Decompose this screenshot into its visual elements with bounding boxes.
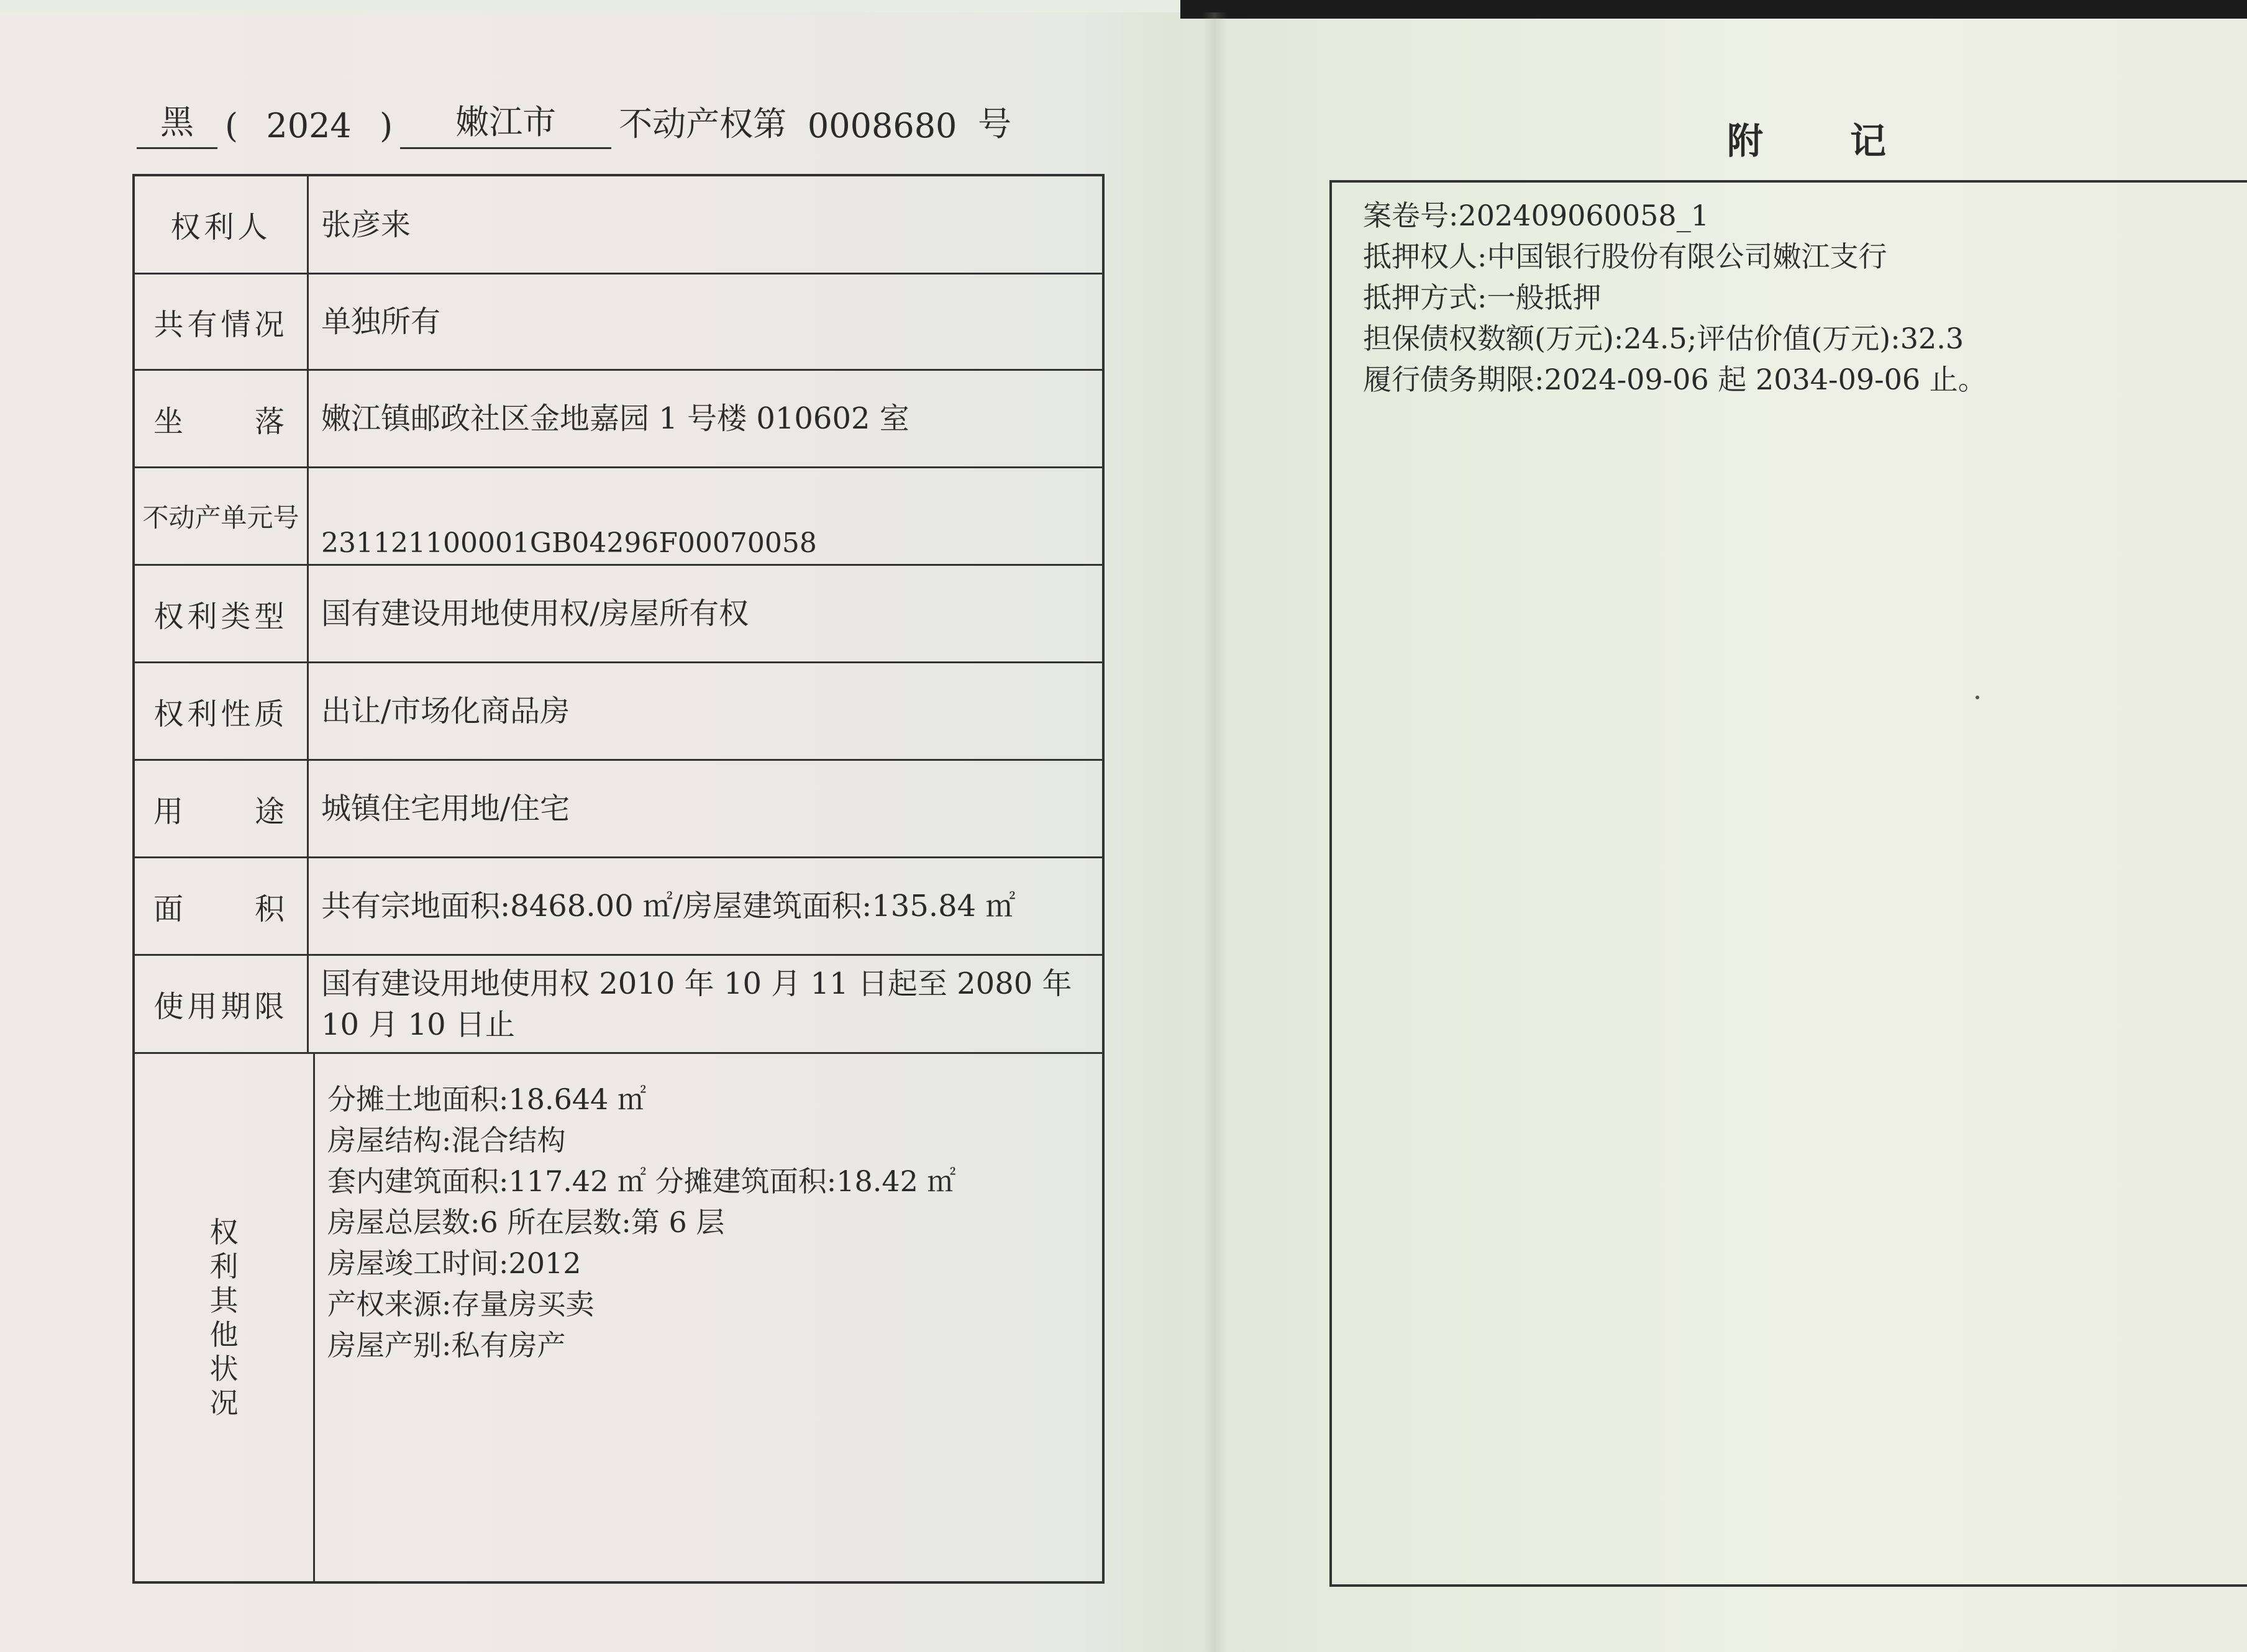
certificate-number-line bbox=[137, 99, 1019, 149]
row-usage bbox=[135, 761, 1102, 858]
location-label-b: 落 bbox=[254, 404, 288, 439]
annex-line: 案卷号:202409060058_1 bbox=[1363, 199, 1709, 232]
other-conditions-label bbox=[135, 1054, 315, 1581]
location-label bbox=[135, 371, 309, 466]
co-ownership-label: 共有情况 bbox=[135, 275, 309, 369]
annex-line: 履行债务期限:2024-09-06 起 2034-09-06 止。 bbox=[1363, 363, 1987, 396]
right-type-value: 国有建设用地使用权/房屋所有权 bbox=[321, 596, 749, 631]
background-shadow bbox=[1180, 0, 2247, 19]
area-label bbox=[135, 858, 309, 954]
rights-table bbox=[132, 174, 1105, 1584]
usage-label bbox=[135, 761, 309, 856]
row-unit-number bbox=[135, 468, 1102, 566]
right-nature-label: 权利性质 bbox=[135, 663, 309, 759]
unit-number-label: 不动产单元号 bbox=[135, 468, 309, 564]
cert-suffix: 号 bbox=[978, 104, 1012, 143]
row-co-ownership bbox=[135, 275, 1102, 371]
usage-label-b: 途 bbox=[254, 794, 288, 829]
row-area bbox=[135, 858, 1102, 956]
right-nature-value: 出让/市场化商品房 bbox=[321, 694, 570, 728]
unit-number-value: 231121100001GB04296F00070058 bbox=[321, 527, 817, 559]
province-abbr: 黑 bbox=[137, 96, 217, 149]
other-label-char: 他 bbox=[209, 1317, 239, 1351]
year: 2024 bbox=[266, 106, 352, 145]
location-value: 嫩江镇邮政社区金地嘉园 1 号楼 010602 室 bbox=[321, 401, 909, 436]
row-location bbox=[135, 371, 1102, 468]
owner-value: 张彦来 bbox=[321, 207, 411, 242]
term-value: 国有建设用地使用权 2010 年 10 月 11 日起至 2080 年 10 月 10 日止 bbox=[321, 966, 1072, 1042]
other-conditions-label-text bbox=[206, 1215, 243, 1420]
other-line: 房屋总层数:6 所在层数:第 6 层 bbox=[327, 1205, 725, 1239]
ink-dot bbox=[1976, 696, 1979, 699]
row-other-conditions bbox=[135, 1054, 1102, 1581]
other-label-char: 其 bbox=[209, 1283, 239, 1317]
other-label-char: 状 bbox=[209, 1351, 239, 1386]
area-label-a: 面 bbox=[153, 891, 188, 927]
annex-line: 担保债权数额(万元):24.5;评估价值(万元):32.3 bbox=[1363, 322, 1964, 355]
other-label-char: 利 bbox=[209, 1249, 239, 1283]
other-label-char: 权 bbox=[209, 1215, 239, 1249]
co-ownership-value: 单独所有 bbox=[321, 304, 441, 339]
other-line: 房屋产别:私有房产 bbox=[327, 1328, 566, 1362]
annex-box bbox=[1329, 180, 2247, 1587]
row-owner bbox=[135, 176, 1102, 275]
usage-value: 城镇住宅用地/住宅 bbox=[321, 791, 570, 826]
row-right-type bbox=[135, 566, 1102, 663]
annex-list bbox=[1363, 195, 1987, 400]
cert-prefix: 不动产权第 bbox=[619, 104, 787, 143]
other-line: 产权来源:存量房买卖 bbox=[327, 1287, 595, 1321]
other-line: 房屋结构:混合结构 bbox=[327, 1123, 566, 1157]
row-term bbox=[135, 956, 1102, 1054]
term-label: 使用期限 bbox=[135, 956, 309, 1052]
other-line: 房屋竣工时间:2012 bbox=[327, 1246, 581, 1280]
city: 嫩江市 bbox=[400, 96, 611, 149]
right-type-label: 权利类型 bbox=[135, 566, 309, 661]
other-conditions-list bbox=[327, 1079, 956, 1366]
usage-label-a: 用 bbox=[153, 794, 188, 829]
annex-title: 附记 bbox=[1727, 120, 1974, 162]
other-label-char: 况 bbox=[209, 1386, 239, 1420]
page-fold bbox=[1202, 12, 1227, 1652]
area-label-b: 积 bbox=[254, 891, 288, 927]
cert-number: 0008680 bbox=[807, 106, 957, 145]
other-line: 分摊土地面积:18.644 ㎡ bbox=[327, 1082, 647, 1116]
location-label-a: 坐 bbox=[153, 404, 188, 439]
paren-open: ( bbox=[225, 106, 239, 145]
row-right-nature bbox=[135, 663, 1102, 761]
area-value: 共有宗地面积:8468.00 ㎡/房屋建筑面积:135.84 ㎡ bbox=[321, 889, 1016, 924]
paren-close: ) bbox=[380, 106, 393, 145]
other-line: 套内建筑面积:117.42 ㎡ 分摊建筑面积:18.42 ㎡ bbox=[327, 1164, 956, 1198]
annex-line: 抵押方式:一般抵押 bbox=[1363, 281, 1602, 314]
owner-label: 权利人 bbox=[135, 176, 309, 273]
annex-line: 抵押权人:中国银行股份有限公司嫩江支行 bbox=[1363, 240, 1887, 273]
